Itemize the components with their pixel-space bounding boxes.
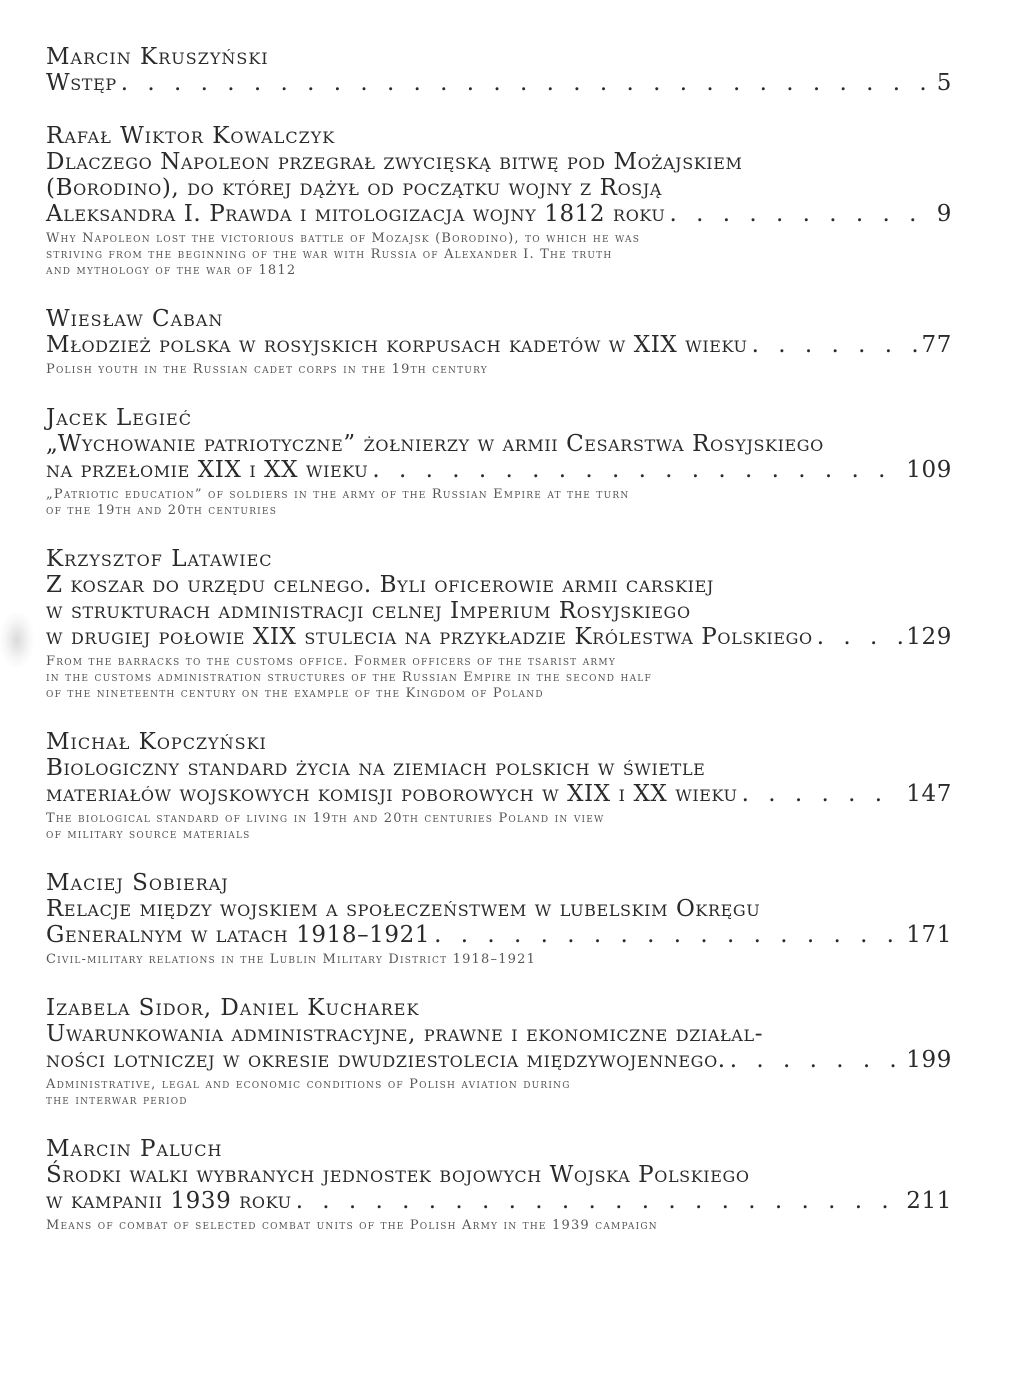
entry-title-last-line (46, 1047, 952, 1073)
entry-title-last-line (46, 332, 952, 358)
scan-artifact (0, 612, 34, 668)
entry-page-number[interactable]: 211 (906, 1188, 952, 1214)
entry-title-text: Generalnym w latach 1918–1921 (46, 922, 431, 948)
entry-author: Maciej Sobieraj (46, 870, 229, 896)
entry-title-text: materiałów wojskowych komisji poborowych w XIX i XX wieku (46, 781, 738, 807)
entry-author: Michał Kopczyński (46, 729, 267, 755)
dot-leader (817, 624, 903, 650)
entry-title-text: ności lotniczej w okresie dwudziestolecia międzywojennego. (46, 1047, 726, 1073)
entry-title-text: w kampanii 1939 roku (46, 1188, 292, 1214)
entry-author: Izabela Sidor, Daniel Kucharek (46, 995, 420, 1021)
entry-translation-line: of the 19th and 20th centuries (46, 503, 278, 518)
dot-leader (752, 332, 918, 358)
toc-entry[interactable] (46, 44, 952, 96)
entry-translation-line: „Patriotic education” of soldiers in the army of the Russian Empire at the turn (46, 487, 630, 502)
entry-title-line: Środki walki wybranych jednostek bojowych Wojska Polskiego (46, 1162, 750, 1188)
dot-leader (730, 1047, 903, 1073)
entry-translation-line: striving from the beginning of the war with Russia of Alexander I. The truth (46, 247, 613, 262)
toc-entry[interactable] (46, 306, 952, 378)
entry-translation-line: of the nineteenth century on the example of the Kingdom of Poland (46, 686, 544, 701)
entry-title-text: Młodzież polska w rosyjskich korpusach kadetów w XIX wieku (46, 332, 748, 358)
toc-entry[interactable] (46, 870, 952, 968)
entry-page-number[interactable]: 5 (936, 70, 952, 96)
entry-title-last-line (46, 201, 952, 227)
entry-author: Jacek Legieć (46, 405, 192, 431)
dot-leader (296, 1188, 903, 1214)
entry-title-text: Wstęp (46, 70, 117, 96)
entry-title-last-line (46, 70, 952, 96)
entry-page-number[interactable]: 199 (906, 1047, 952, 1073)
entry-author: Wiesław Caban (46, 306, 224, 332)
dot-leader (121, 70, 933, 96)
entry-translation-line: in the customs administration structures of the Russian Empire in the second half (46, 670, 652, 685)
dot-leader (434, 922, 902, 948)
toc-entry[interactable] (46, 405, 952, 519)
entry-title-last-line (46, 1188, 952, 1214)
entry-author: Marcin Kruszyński (46, 44, 269, 70)
entry-title-line: (Borodino), do której dążył od początku wojny z Rosją (46, 175, 663, 201)
entry-title-text: na przełomie XIX i XX wieku (46, 457, 369, 483)
toc-entry[interactable] (46, 546, 952, 702)
entry-page-number[interactable]: 77 (921, 332, 952, 358)
entry-title-line: w strukturach administracji celnej Imperium Rosyjskiego (46, 598, 691, 624)
entry-title-line: Uwarunkowania administracyjne, prawne i ekonomiczne działal- (46, 1021, 764, 1047)
entry-translation-line: Why Napoleon lost the victorious battle of Mozajsk (Borodino), to which he was (46, 231, 641, 246)
entry-translation-line: Administrative, legal and economic conditions of Polish aviation during (46, 1077, 571, 1092)
entry-title-last-line (46, 922, 952, 948)
entry-translation-line: of military source materials (46, 827, 251, 842)
entry-author: Marcin Paluch (46, 1136, 223, 1162)
toc-entry[interactable] (46, 1136, 952, 1234)
entry-title-last-line (46, 624, 952, 650)
entry-title-last-line (46, 781, 952, 807)
dot-leader (742, 781, 903, 807)
entry-title-text: w drugiej połowie XIX stulecia na przykładzie Królestwa Polskiego (46, 624, 813, 650)
entry-title-line: Dlaczego Napoleon przegrał zwycięską bitwę pod Możajskiem (46, 149, 743, 175)
entry-title-line: Z koszar do urzędu celnego. Byli oficerowie armii carskiej (46, 572, 714, 598)
toc-entry[interactable] (46, 123, 952, 279)
entry-translation-line: Polish youth in the Russian cadet corps in the 19th century (46, 362, 488, 377)
dot-leader (372, 457, 902, 483)
entry-title-line: Relacje między wojskiem a społeczeństwem w lubelskim Okręgu (46, 896, 761, 922)
entry-translation-line: The biological standard of living in 19th and 20th centuries Poland in view (46, 811, 605, 826)
entry-author: Rafał Wiktor Kowalczyk (46, 123, 336, 149)
table-of-contents (46, 44, 952, 1261)
toc-entry[interactable] (46, 995, 952, 1109)
entry-title-line: Biologiczny standard życia na ziemiach polskich w świetle (46, 755, 706, 781)
toc-entry[interactable] (46, 729, 952, 843)
entry-page-number[interactable]: 129 (906, 624, 952, 650)
entry-translation-line: From the barracks to the customs office. Former officers of the tsarist army (46, 654, 616, 669)
entry-title-last-line (46, 457, 952, 483)
dot-leader (670, 201, 933, 227)
entry-title-text: Aleksandra I. Prawda i mitologizacja wojny 1812 roku (46, 201, 666, 227)
entry-translation-line: Means of combat of selected combat units of the Polish Army in the 1939 campaign (46, 1218, 658, 1233)
entry-page-number[interactable]: 147 (906, 781, 952, 807)
entry-page-number[interactable]: 109 (906, 457, 952, 483)
entry-translation-line: Civil-military relations in the Lublin Military District 1918–1921 (46, 952, 537, 967)
entry-translation-line: the interwar period (46, 1093, 188, 1108)
entry-translation-line: and mythology of the war of 1812 (46, 263, 297, 278)
entry-author: Krzysztof Latawiec (46, 546, 273, 572)
entry-page-number[interactable]: 171 (906, 922, 952, 948)
entry-page-number[interactable]: 9 (936, 201, 952, 227)
entry-title-line: „Wychowanie patriotyczne” żołnierzy w armii Cesarstwa Rosyjskiego (46, 431, 824, 457)
